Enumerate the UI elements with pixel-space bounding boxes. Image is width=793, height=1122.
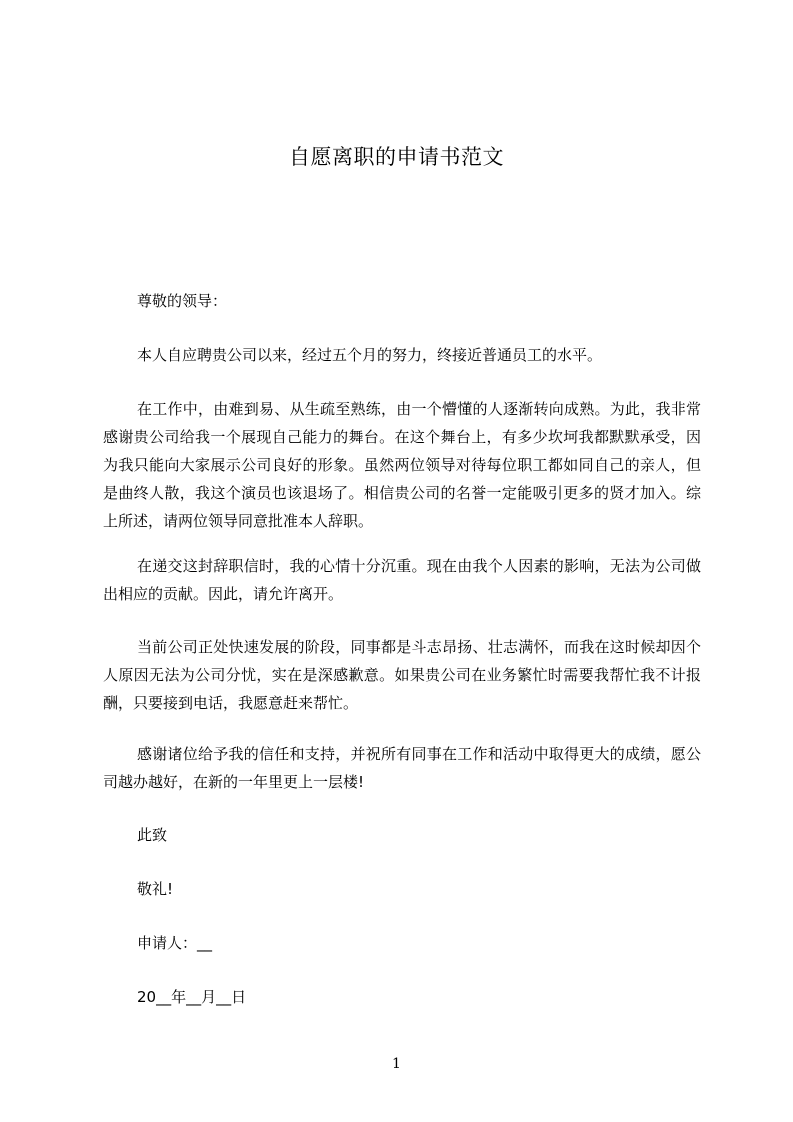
paragraph-2: 在工作中，由难到易、从生疏至熟练，由一个懵懂的人逐渐转向成熟。为此，我非常感谢贵公司给我一个展现自己能力的舞台。在这个舞台上，有多少坎坷我都默默承受，因为我只能向大家展示公司良好的形象。虽然两位领导对待每位职工都如同自己的亲人，但是曲终人散，我这个演员也该退场了。相信贵公司的名誉一定能吸引更多的贤才加入。综上所述，请两位领导同意批准本人辞职。 (103, 400, 701, 530)
paragraph-3: 在递交这封辞职信时，我的心情十分沉重。现在由我个人因素的影响，无法为公司做出相应的贡献。因此，请允许离开。 (103, 557, 701, 603)
greeting-line: 尊敬的领导： (137, 292, 228, 310)
date-line: 20__年__月__日 (137, 988, 247, 1006)
paragraph-5: 感谢诸位给予我的信任和支持，并祝所有同事在工作和活动中取得更大的成绩，愿公司越办越好，在新的一年里更上一层楼! (103, 745, 701, 791)
document-title: 自愿离职的申请书范文 (289, 145, 504, 169)
closing-salutation: 此致 (137, 826, 168, 844)
closing-regards: 敬礼! (137, 880, 174, 898)
paragraph-4: 当前公司正处快速发展的阶段，同事都是斗志昂扬、壮志满怀，而我在这时候却因个人原因无法为公司分忧，实在是深感歉意。如果贵公司在业务繁忙时需要我帮忙我不计报酬，只要接到电话，我愿意赶来帮忙。 (103, 638, 701, 712)
page-number: 1 (392, 1056, 401, 1072)
paragraph-1: 本人自应聘贵公司以来，经过五个月的努力，终接近普通员工的水平。 (137, 346, 603, 364)
applicant-line: 申请人：__ (137, 934, 213, 952)
